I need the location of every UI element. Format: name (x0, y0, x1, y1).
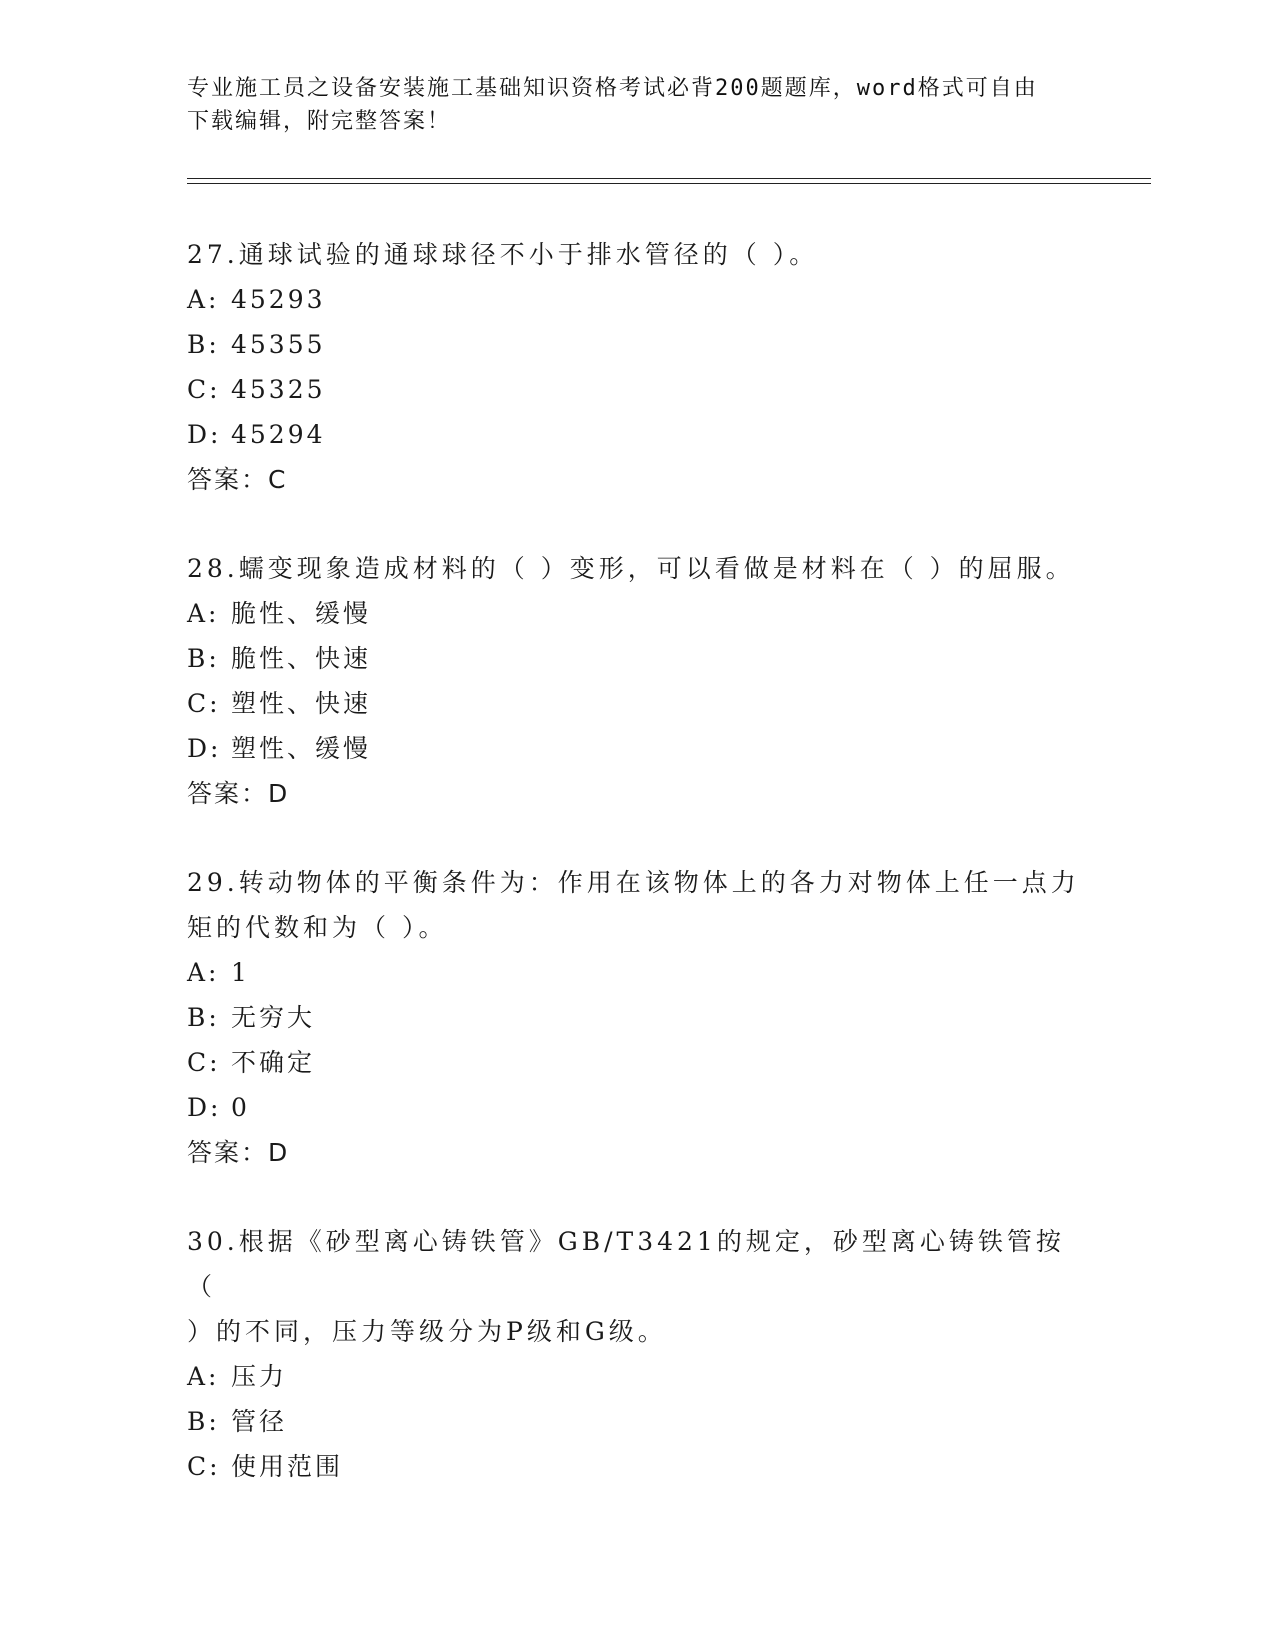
question-stem-continued: 矩的代数和为（ ）。 (187, 913, 448, 942)
option-b (187, 1399, 1087, 1444)
option-c (187, 681, 1087, 726)
option-a (187, 591, 1087, 636)
option-letter: A: (187, 958, 220, 987)
header-divider-top (187, 178, 1151, 179)
header-line-2: 下载编辑，附完整答案！ (187, 109, 452, 134)
option-d (187, 726, 1087, 771)
option-letter: D: (187, 734, 222, 763)
option-text: 脆性、快速 (231, 644, 372, 673)
option-letter: C: (187, 1452, 221, 1481)
option-letter: C: (187, 689, 221, 718)
option-text: 45325 (231, 375, 326, 404)
option-letter: A: (187, 285, 220, 314)
option-letter: C: (187, 1048, 221, 1077)
answer-line: 答案：C (187, 465, 288, 494)
option-text: 管径 (231, 1407, 288, 1436)
document-header (187, 72, 1067, 138)
option-letter: B: (187, 1407, 220, 1436)
option-text: 45355 (231, 330, 326, 359)
question-29 (187, 860, 1087, 1175)
question-27 (187, 232, 1087, 502)
option-text: 使用范围 (231, 1452, 344, 1481)
option-text: 脆性、缓慢 (231, 599, 372, 628)
option-b (187, 636, 1087, 681)
answer-line: 答案：D (187, 779, 290, 808)
option-text: 45294 (231, 420, 326, 449)
question-30 (187, 1219, 1087, 1489)
option-letter: D: (187, 1093, 222, 1122)
question-list (187, 232, 1087, 1533)
header-line-1: 专业施工员之设备安装施工基础知识资格考试必背200题题库，word格式可自由 (187, 76, 1038, 101)
option-letter: B: (187, 330, 220, 359)
option-a (187, 1354, 1087, 1399)
option-letter: B: (187, 644, 220, 673)
option-letter: A: (187, 599, 220, 628)
option-text: 无穷大 (231, 1003, 316, 1032)
option-letter: D: (187, 420, 222, 449)
option-text: 0 (231, 1093, 250, 1122)
option-b (187, 322, 1087, 367)
question-stem: 28.蠕变现象造成材料的（ ）变形，可以看做是材料在（ ）的屈服。 (187, 554, 1075, 583)
question-28 (187, 546, 1087, 816)
answer-line: 答案：D (187, 1138, 290, 1167)
option-text: 压力 (231, 1362, 288, 1391)
option-d (187, 1085, 1087, 1130)
question-stem-continued: ）的不同，压力等级分为P级和G级。 (187, 1317, 667, 1346)
question-stem: 30.根据《砂型离心铸铁管》GB/T3421的规定，砂型离心铸铁管按（ (187, 1227, 1065, 1301)
option-text: 塑性、快速 (231, 689, 372, 718)
option-text: 塑性、缓慢 (231, 734, 372, 763)
option-text: 不确定 (231, 1048, 316, 1077)
option-a (187, 277, 1087, 322)
question-stem: 27.通球试验的通球球径不小于排水管径的（ ）。 (187, 240, 819, 269)
header-divider-bottom (187, 183, 1151, 184)
option-letter: C: (187, 375, 221, 404)
option-c (187, 1040, 1087, 1085)
option-letter: B: (187, 1003, 220, 1032)
question-stem: 29.转动物体的平衡条件为：作用在该物体上的各力对物体上任一点力 (187, 868, 1080, 897)
option-letter: A: (187, 1362, 220, 1391)
option-d (187, 412, 1087, 457)
option-c (187, 367, 1087, 412)
option-b (187, 995, 1087, 1040)
option-a (187, 950, 1087, 995)
option-text: 1 (231, 958, 250, 987)
option-c (187, 1444, 1087, 1489)
option-text: 45293 (231, 285, 326, 314)
